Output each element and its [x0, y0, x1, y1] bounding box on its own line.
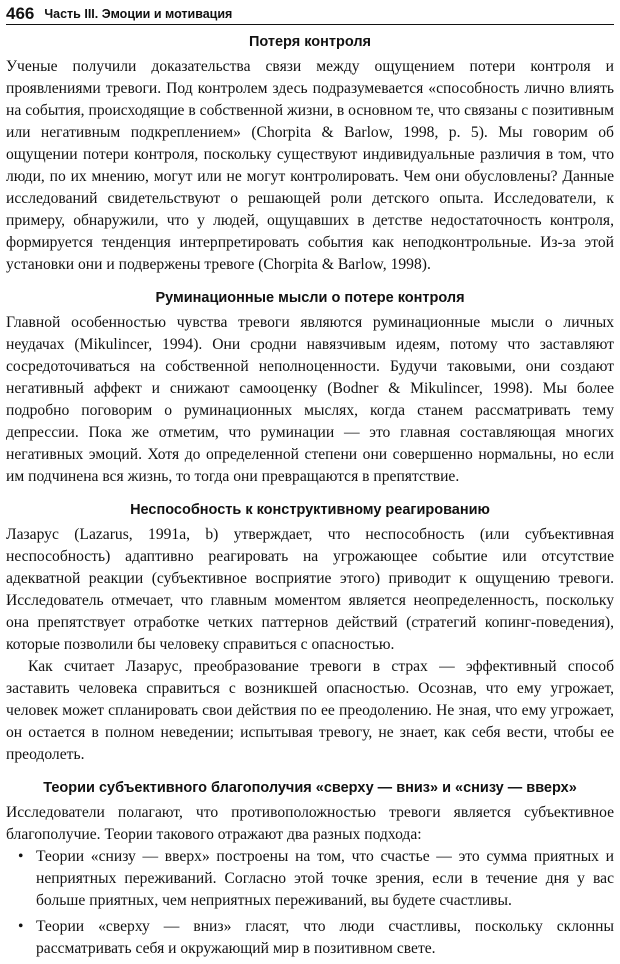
section-heading: Руминационные мысли о потере контроля — [155, 290, 465, 306]
bullet-list — [6, 846, 614, 960]
section-constructive-response — [6, 500, 614, 766]
list-item-text: Теории «снизу — вверх» построены на том, что счастье — это сумма приятных и неприятных переживаний. Согласно этой точке зрения, если в течение дня у вас больше приятных, чем неприятных переживаний, вы будете счастливы. — [36, 848, 614, 909]
paragraph: Как считает Лазарус, преобразование тревоги в страх — эффективный способ заставить человека справиться с возникшей опасностью. Осознав, что ему угрожает, человек может спланировать свои действия по ее преодолению. Не зная, что ему угрожает, он остается в полном неведении; испытывая тревогу, не знает, как себя вести, чтобы ее преодолеть. — [6, 658, 614, 763]
section-heading: Потеря контроля — [248, 34, 372, 50]
bullet-icon: • — [18, 848, 24, 865]
section-wellbeing-theories — [6, 778, 614, 960]
list-item — [6, 846, 614, 912]
part-title: Часть III. Эмоции и мотивация — [44, 7, 233, 21]
paragraph: Лазарус (Lazarus, 1991a, b) утверждает, что неспособность (или субъективная неспособность) адаптивно реагировать на угрожающее событие или отсутствие адекватной реакции (субъективное восприятие этого) приводит к ощущению тревоги. Исследователь отмечает, что главным моментом является неопределенность, поскольку она препятствует отработке четких паттернов действий (стратегий копинг-поведения), которые позволили бы человеку справиться с опасностью. — [6, 526, 614, 653]
paragraph: Исследователи полагают, что противоположностью тревоги является субъективное благополучие. Теории такового отражают два разных подхода: — [6, 804, 614, 843]
paragraph: Главной особенностью чувства тревоги являются руминационные мысли о личных неудачах (Mikulincer, 1994). Они сродни навязчивым идеям, потому что заставляют сосредоточиваться на собственной неполноценности. Будучи таковыми, они создают негативный аффект и снижают самооценку (Bodner & Mikulincer, 1998). Мы более подробно поговорим о руминационных мыслях, когда станем рассматривать тему депрессии. Пока же отметим, что руминации — это главная составляющая многих негативных эмоций. Хотя до определенной степени они совершенно нормальны, но если им подчинена вся жизнь, то тогда они превращаются в препятствие. — [6, 314, 614, 485]
running-head — [6, 0, 614, 25]
list-item-text: Теории «сверху — вниз» гласят, что люди счастливы, поскольку склонны рассматривать себя и окружающий мир в позитивном свете. — [36, 918, 614, 957]
section-heading: Теории субъективного благополучия «сверху — вниз» и «снизу — вверх» — [43, 780, 577, 796]
bullet-icon: • — [18, 918, 24, 935]
list-item — [6, 916, 614, 960]
section-heading: Неспособность к конструктивному реагированию — [130, 502, 490, 518]
paragraph: Ученые получили доказательства связи между ощущением потери контроля и проявлениями тревоги. Под контролем здесь подразумевается «способность лично влиять на события, происходящие в собственной жизни, в основном те, что связаны с позитивным или негативным подкреплением» (Chorpita & Barlow, 1998, p. 5). Мы говорим об ощущении потери контроля, поскольку существуют индивидуальные различия в том, что люди, по их мнению, могут или не могут контролировать. Чем они обусловлены? Данные исследований свидетельствуют о решающей роли детского опыта. Исследователи, к примеру, обнаружили, что у людей, ощущавших в детстве недостаточность контроля, формируется тенденция интерпретировать события как неподконтрольные. Из-за этой установки они и подвержены тревоге (Chorpita & Barlow, 1998). — [6, 58, 614, 273]
page-body — [6, 32, 614, 964]
page-number: 466 — [6, 4, 35, 23]
section-ruminative-thoughts — [6, 288, 614, 488]
section-loss-of-control — [6, 32, 614, 276]
